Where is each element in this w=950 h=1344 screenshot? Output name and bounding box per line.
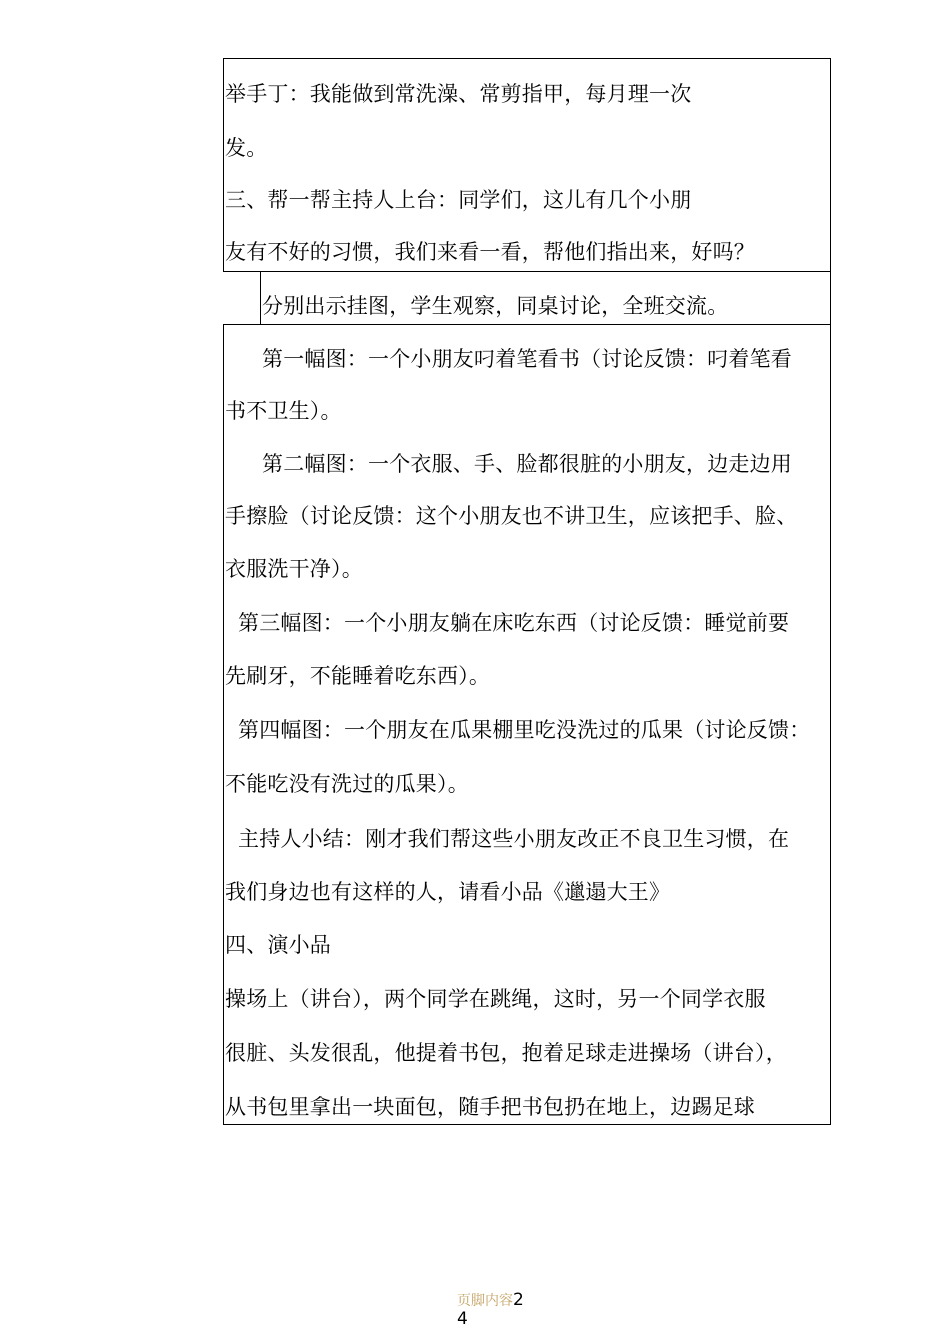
- text-line: 从书包里拿出一块面包，随手把书包扔在地上，边踢足球: [225, 1095, 755, 1119]
- text-line: 发。: [225, 136, 268, 160]
- page-footer: [457, 1290, 524, 1310]
- text-line: 第二幅图：一个衣服、手、脸都很脏的小朋友，边走边用: [262, 452, 792, 476]
- footer-label: 页脚内容: [457, 1293, 513, 1309]
- text-line: 不能吃没有洗过的瓜果）。: [225, 772, 469, 796]
- text-line: 三、帮一帮主持人上台：同学们，这儿有几个小朋: [225, 188, 692, 212]
- page-number-part: 2: [513, 1290, 524, 1310]
- text-line: 举手丁：我能做到常洗澡、常剪指甲，每月理一次: [225, 82, 692, 106]
- text-line: 友有不好的习惯，我们来看一看，帮他们指出来，好吗？: [225, 240, 755, 264]
- text-line: 第四幅图：一个朋友在瓜果棚里吃没洗过的瓜果（讨论反馈：: [238, 718, 811, 742]
- text-line: 衣服洗干净）。: [225, 557, 363, 581]
- section-heading: 四、演小品: [225, 933, 331, 957]
- text-line: 书不卫生）。: [225, 399, 342, 423]
- text-line: 操场上（讲台），两个同学在跳绳，这时，另一个同学衣服: [225, 987, 766, 1011]
- text-line: 很脏、头发很乱，他提着书包，抱着足球走进操场（讲台），: [225, 1041, 787, 1065]
- text-line: 分别出示挂图，学生观察，同桌讨论，全班交流。: [262, 294, 729, 318]
- page-number-part: 4: [457, 1309, 468, 1329]
- text-line: 主持人小结：刚才我们帮这些小朋友改正不良卫生习惯，在: [238, 827, 790, 851]
- text-line: 先刷牙，不能睡着吃东西）。: [225, 664, 491, 688]
- text-line: 第三幅图：一个小朋友躺在床吃东西（讨论反馈：睡觉前要: [238, 611, 790, 635]
- text-line: 手擦脸（讨论反馈：这个小朋友也不讲卫生，应该把手、脸、: [225, 504, 798, 528]
- text-line: 我们身边也有这样的人，请看小品《邋遢大王》: [225, 880, 671, 904]
- text-line: 第一幅图：一个小朋友叼着笔看书（讨论反馈：叼着笔看: [262, 347, 792, 371]
